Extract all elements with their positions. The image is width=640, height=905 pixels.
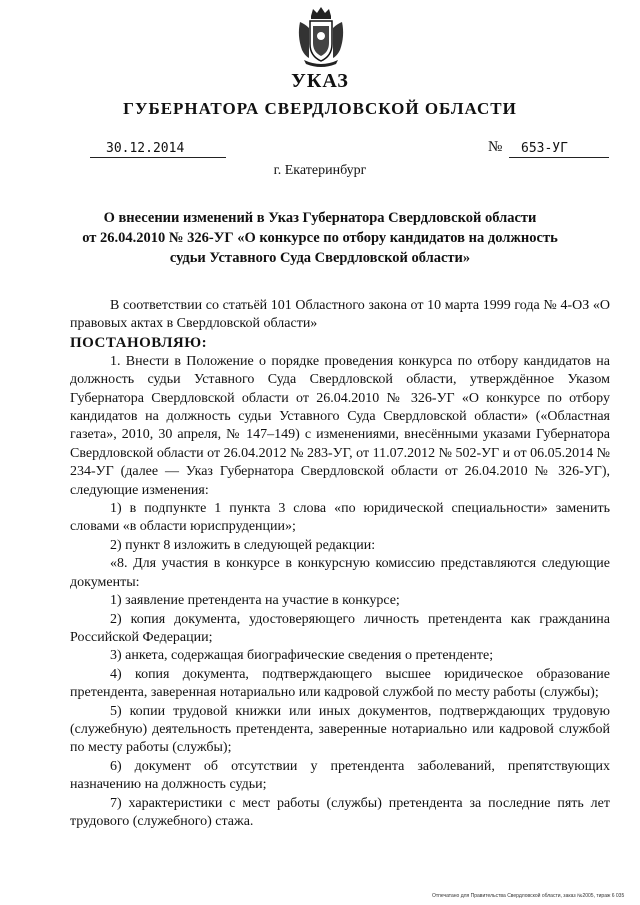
paragraph-8: 4) копия документа, подтверждающего высшее юридическое образование претендента, заверенная нотариально или кадровой службой по месту работы (службы); — [70, 666, 610, 701]
paragraph-2: 1) в подпункте 1 пункта 3 слова «по юридической специальности» заменить словами «в области юриспруденции»; — [70, 501, 610, 535]
decree-heading — [60, 208, 580, 268]
intro-paragraph: В соответствии со статьёй 101 Областного закона от 10 марта 1999 года № 4-ОЗ «О правовых актах в Свердловской области» — [70, 298, 610, 332]
paragraph-1: 1. Внести в Положение о порядке проведения конкурса по отбору кандидатов на должность судьи Уставного Суда Свердловской области, утверждённое Указом Губернатора Свердловской области от 26.04.2010 № 326-УГ «О конкурсе по отбору кандидатов на должность судьи Уставного Суда Свердловской области» («Областная газета», 2010, 30 апреля, № 147–149) с изменениями, внесёнными указами Губернатора Свердловской области от 26.04.2012 № 283-УГ, от 11.07.2012 № 502-УГ и от 06.05.2014 № 234-УГ (далее — Указ Губернатора Свердловской области от 26.04.2010 № 326-УГ), следующие изменения: — [70, 353, 610, 498]
paragraph-4: «8. Для участия в конкурсе в конкурсную комиссию представляются следующие документы: — [70, 556, 610, 590]
document-date: 30.12.2014 — [90, 141, 226, 158]
heading-line-1: О внесении изменений в Указ Губернатора Свердловской области — [103, 210, 537, 226]
heading-line-2: от 26.04.2010 № 326-УГ «О конкурсе по отбору кандидатов на должность — [82, 230, 558, 246]
document-title: УКАЗ — [291, 70, 349, 92]
heading-line-3: судьи Уставного Суда Свердловской области» — [169, 250, 471, 266]
document-number: 653-УГ — [509, 141, 609, 158]
paragraph-3: 2) пункт 8 изложить в следующей редакции: — [110, 537, 376, 553]
paragraph-10: 6) документ об отсутствии у претендента заболеваний, препятствующих назначению на должность судьи; — [70, 758, 610, 793]
document-issuer: ГУБЕРНАТОРА СВЕРДЛОВСКОЙ ОБЛАСТИ — [123, 99, 517, 118]
paragraph-11: 7) характеристики с мест работы (службы) претендента за последние пять лет трудового (служебного) стажа. — [70, 795, 610, 829]
paragraph-5: 1) заявление претендента на участие в конкурсе; — [110, 593, 400, 609]
coat-of-arms-icon — [296, 6, 346, 68]
document-city: г. Екатеринбург — [273, 163, 367, 178]
number-label: № — [488, 139, 503, 155]
paragraph-7: 3) анкета, содержащая биографические сведения о претенденте; — [110, 648, 494, 664]
paragraph-9: 5) копии трудовой книжки или иных документов, подтверждающих трудовую (служебную) деятельность претендента, заверенные нотариально или кадровой службой по месту работы (службы); — [70, 703, 610, 756]
print-note: Отпечатано для Правительства Свердловской области, заказ №2005, тираж 6 035 — [432, 893, 625, 899]
paragraph-6: 2) копия документа, удостоверяющего личность претендента как гражданина Российской Федерации; — [70, 611, 610, 645]
decree-word: ПОСТАНОВЛЯЮ: — [70, 334, 208, 351]
decree-body — [70, 297, 610, 831]
